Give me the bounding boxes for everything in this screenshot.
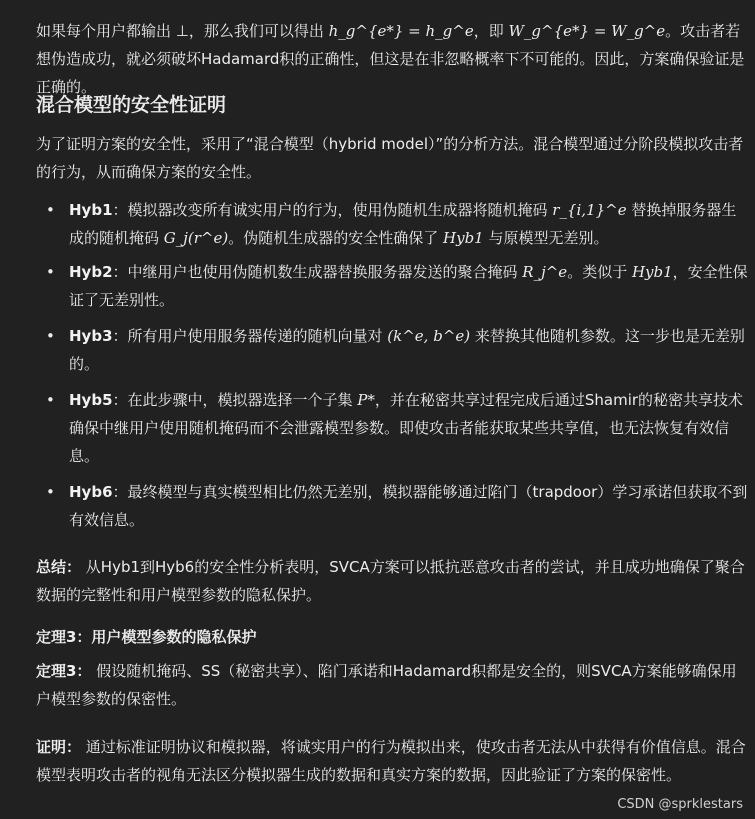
top-paragraph <box>36 17 748 101</box>
bullet-hyb3: • Hyb3：所有用户使用服务器传递的随机向量对 (k^e, b^e) 来替换其他随机参数。这一步也是无差别的。 <box>36 322 748 378</box>
math-g-mask: G_j(r^e) <box>163 229 229 247</box>
summary-label: 总结： <box>36 558 82 576</box>
summary-paragraph <box>36 553 748 609</box>
summary-text: 从Hyb1到Hyb6的安全性分析表明，SVCA方案可以抵抗恶意攻击者的尝试，并且成功地确保了聚合数据的完整性和用户模型参数的隐私保护。 <box>36 558 745 604</box>
intro-paragraph: 为了证明方案的安全性，采用了“混合模型（hybrid model）”的分析方法。混合模型通过分阶段模拟攻击者的行为，从而确保方案的安全性。 <box>36 135 744 181</box>
math-r-aggregate: R_j^e <box>522 263 568 281</box>
watermark: CSDN @sprklestars <box>617 797 743 812</box>
bullet-hyb5: • Hyb5：在此步骤中，模拟器选择一个子集 P*，并在秘密共享过程完成后通过Shamir的秘密共享技术确保中继用户使用随机掩码而不会泄露模型参数。即使攻击者能获取某些共享值，也无法恢复有效信息。 <box>36 386 748 470</box>
theorem-label: 定理3： <box>36 662 92 680</box>
theorem-paragraph <box>36 657 748 713</box>
bullet-label: Hyb6 <box>69 483 113 501</box>
math-hyb1: Hyb1 <box>443 229 484 247</box>
math-w-equality: W_g^{e*} = W_g^e <box>508 22 666 40</box>
top-text-pre: 如果每个用户都输出 ⊥，那么我们可以得出 <box>36 22 329 40</box>
proof-label: 证明： <box>36 738 82 756</box>
theorem-text: 假设随机掩码、SS（秘密共享）、陷门承诺和Hadamard积都是安全的，则SVCA方案能够确保用户模型参数的保密性。 <box>36 662 737 708</box>
proof-paragraph <box>36 733 748 789</box>
bullet-label: Hyb5 <box>69 391 113 409</box>
bullet-label: Hyb1 <box>69 201 113 219</box>
proof-text: 通过标准证明协议和模拟器，将诚实用户的行为模拟出来，使攻击者无法从中获得有价值信息。混合模型表明攻击者的视角无法区分模拟器生成的数据和真实方案的数据，因此验证了方案的保密性。 <box>36 738 746 784</box>
math-hyb1: Hyb1 <box>631 263 673 281</box>
bullet-label: Hyb2 <box>69 263 113 281</box>
math-p-star: P* <box>357 391 375 409</box>
top-text-post: 。攻击者若想伪造成功，就必须破坏Hadamard积的正确性，但这是在非忽略概率下不可能的。因此，方案确保验证是正确的。 <box>36 22 745 96</box>
bullet-label: Hyb3 <box>69 327 113 345</box>
bullet-hyb6: • Hyb6：最终模型与真实模型相比仍然无差别，模拟器能够通过陷门（trapdoor）学习承诺但获取不到有效信息。 <box>36 478 748 534</box>
theorem-title: 定理3：用户模型参数的隐私保护 <box>36 628 257 646</box>
math-r-mask: r_{i,1}^e <box>552 201 627 219</box>
top-text-mid: ，即 <box>473 22 509 40</box>
math-kb-pair: (k^e, b^e) <box>387 327 471 345</box>
bullet-hyb2: • Hyb2：中继用户也使用伪随机数生成器替换服务器发送的聚合掩码 R_j^e。类似于 Hyb1，安全性保证了无差别性。 <box>36 258 748 314</box>
math-h-equality: h_g^{e*} = h_g^e <box>328 22 474 40</box>
bullet-hyb1: • Hyb1：模拟器改变所有诚实用户的行为，使用伪随机生成器将随机掩码 r_{i,1}^e 替换掉服务器生成的随机掩码 G_j(r^e)。伪随机生成器的安全性确保了 Hyb1 与原模型无差别。 <box>36 196 748 252</box>
section-heading: 混合模型的安全性证明 <box>36 94 227 116</box>
